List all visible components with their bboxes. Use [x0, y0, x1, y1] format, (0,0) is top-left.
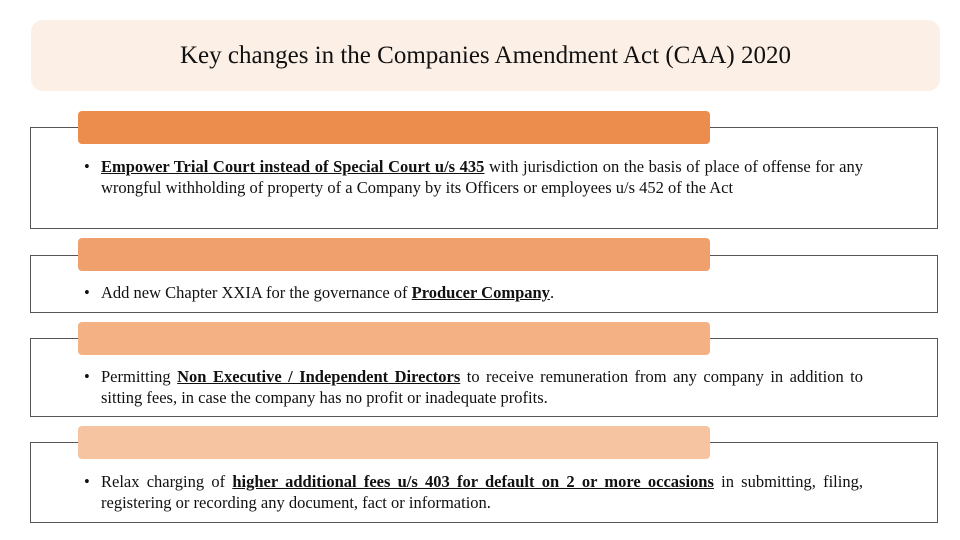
- change-item-4-highlight: higher additional fees u/s 403 for default on 2 or more occasions: [232, 472, 714, 491]
- change-item-3-text: [84, 366, 864, 408]
- title-banner: [31, 20, 940, 91]
- change-item-4-end: in submitting, filing, registering or recording any document, fact or information.: [101, 472, 863, 512]
- bullet: •: [84, 367, 90, 386]
- change-item-4-text: [84, 471, 863, 513]
- page-title: Key changes in the Companies Amendment Act (CAA) 2020: [180, 41, 791, 69]
- orange-header-bar-1: [78, 111, 710, 144]
- bullet: •: [84, 472, 90, 491]
- orange-header-bar-4: [78, 426, 710, 459]
- change-item-2-text: [84, 282, 863, 303]
- change-item-3-highlight: Non Executive / Independent Directors: [177, 367, 461, 386]
- orange-header-bar-3: [78, 322, 710, 355]
- change-item-1-highlight: Empower Trial Court instead of Special Court u/s 435: [101, 157, 485, 176]
- change-item-1-text: [84, 156, 863, 198]
- orange-header-bar-2: [78, 238, 710, 271]
- change-item-3-end: to receive remuneration from any company in addition to sitting fees, in case the company has no profit or inadequate profits.: [101, 367, 864, 407]
- change-item-4-body: Relax charging of: [101, 472, 233, 491]
- change-item-2-end: .: [549, 283, 555, 302]
- bullet: •: [84, 157, 90, 176]
- change-item-3-body: Permitting: [101, 367, 178, 386]
- bullet: •: [84, 283, 90, 302]
- change-item-1-body: with jurisdiction on the basis of place of offense for any wrongful withholding of property of a Company by its Officers or employees u/s 452 of the Act: [101, 157, 863, 197]
- change-item-2-body: Add new Chapter XXIA for the governance of: [101, 283, 412, 302]
- change-item-2-highlight: Producer Company: [411, 283, 550, 302]
